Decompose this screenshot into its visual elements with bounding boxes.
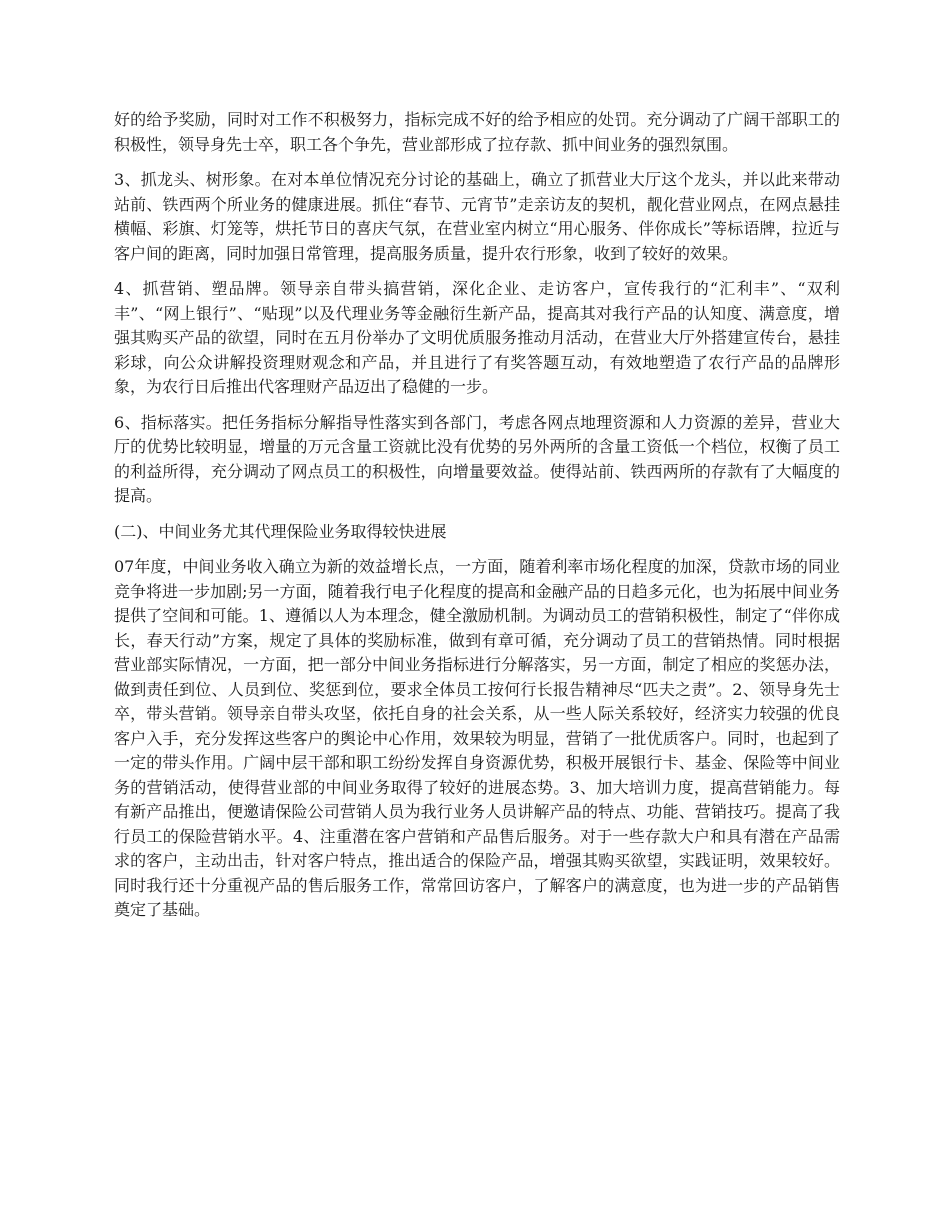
section-heading-intermediate-business: (二)、中间业务尤其代理保险业务取得较快进展 — [114, 521, 447, 541]
paragraph-image-building: 3、抓龙头、树形象。在对本单位情况充分讨论的基础上，确立了抓营业大厅这个龙头，并以此来带动站前、铁西两个所业务的健康进展。抓住“春节、元宵节”走亲访友的契机，靓化营业网点，在网点悬挂横幅、彩旗、灯笼等，烘托节日的喜庆气氛，在营业室内树立“用心服务、伴你成长”等标语牌，拉近与客户间的距离，同时加强日常管理，提高服务质量，提升农行形象，收到了较好的效果。 — [114, 170, 840, 263]
paragraph-intermediate-business: 07年度，中间业务收入确立为新的效益增长点，一方面，随着利率市场化程度的加深，贷款市场的同业竞争将进一步加剧;另一方面，随着我行电子化程度的提高和金融产品的日趋多元化，也为拓展中间业务提供了空间和可能。1、遵循以人为本理念，健全激励机制。为调动员工的营销积极性，制定了“伴你成长，春天行动”方案，规定了具体的奖励标准，做到有章可循，充分调动了员工的营销热情。同时根据营业部实际情况，一方面，把一部分中间业务指标进行分解落实，另一方面，制定了相应的奖惩办法，做到责任到位、人员到位、奖惩到位，要求全体员工按何行长报告精神尽“匹夫之责”。2、领导身先士卒，带头营销。领导亲自带头攻坚，依托自身的社会关系，从一些人际关系较好，经济实力较强的优良客户入手，充分发挥这些客户的舆论中心作用，效果较为明显，营销了一批优质客户。同时，也起到了一定的带头作用。广阔中层干部和职工纷纷发挥自身资源优势，积极开展银行卡、基金、保险等中间业务的营销活动，使得营业部的中间业务取得了较好的进展态势。3、加大培训力度，提高营销能力。每有新产品推出，便邀请保险公司营销人员为我行业务人员讲解产品的特点、功能、营销技巧。提高了我行员工的保险营销水平。4、注重潜在客户营销和产品售后服务。对于一些存款大户和具有潜在产品需求的客户，主动出击，针对客户特点，推出适合的保险产品，增强其购买欲望，实践证明，效果较好。同时我行还十分重视产品的售后服务工作，常常回访客户，了解客户的满意度，也为进一步的产品销售奠定了基础。 — [114, 557, 840, 919]
paragraph-target-implementation: 6、指标落实。把任务指标分解指导性落实到各部门，考虑各网点地理资源和人力资源的差异，营业大厅的优势比较明显，增量的万元含量工资就比没有优势的另外两所的含量工资低一个档位，权衡了员工的利益所得，充分调动了网点员工的积极性，向增量要效益。使得站前、铁西两所的存款有了大幅度的提高。 — [114, 412, 840, 505]
paragraph-marketing-brand: 4、抓营销、塑品牌。领导亲自带头搞营销，深化企业、走访客户，宣传我行的“汇利丰”、“双利丰”、“网上银行”、“贴现”以及代理业务等金融衍生新产品，提高其对我行产品的认知度、满意度，增强其购买产品的欲望，同时在五月份举办了文明优质服务推动月活动，在营业大厅外搭建宣传台，悬挂彩球，向公众讲解投资理财观念和产品，并且进行了有奖答题互动，有效地塑造了农行产品的品牌形象，为农行日后推出代客理财产品迈出了稳健的一步。 — [114, 279, 840, 396]
document-body — [114, 108, 840, 934]
paragraph-incentives: 好的给予奖励，同时对工作不积极努力，指标完成不好的给予相应的处罚。充分调动了广阔干部职工的积极性，领导身先士卒，职工各个争先，营业部形成了拉存款、抓中间业务的强烈氛围。 — [114, 110, 840, 154]
